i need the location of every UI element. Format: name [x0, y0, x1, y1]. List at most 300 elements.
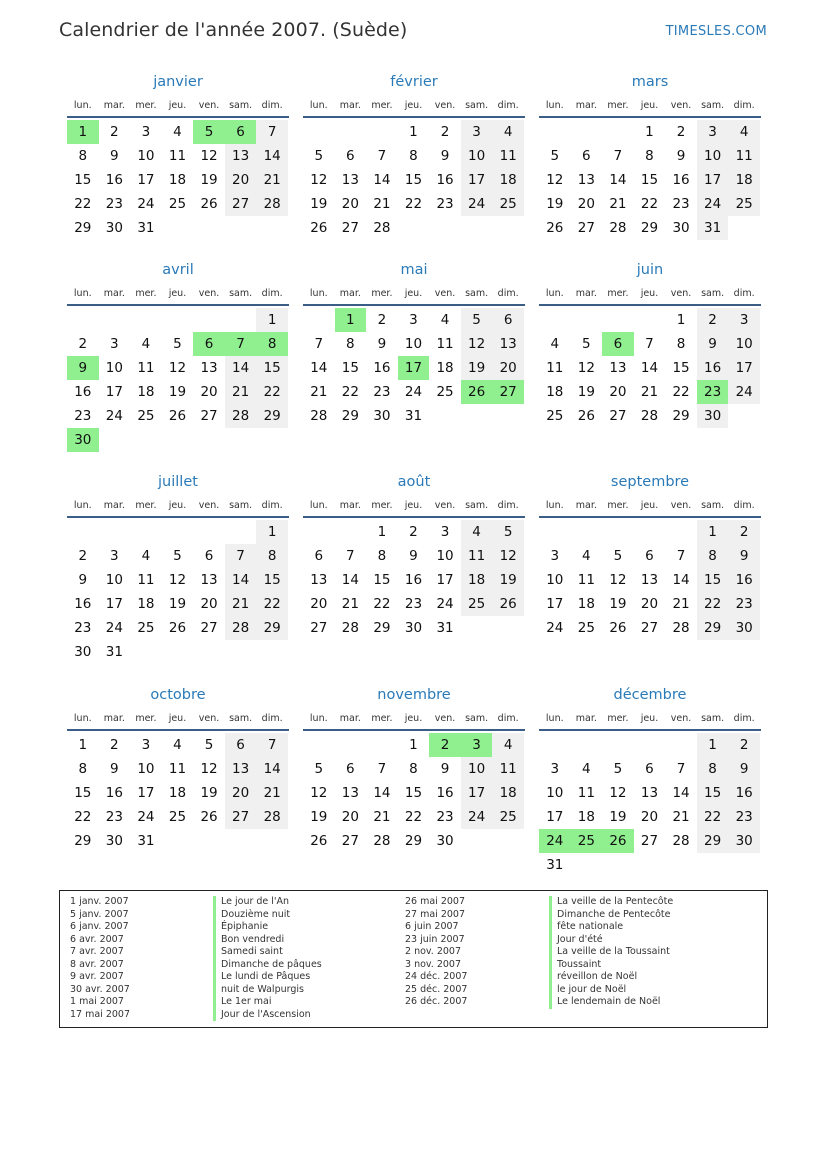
weekday-label: sam. — [465, 500, 489, 511]
weekday-label: jeu. — [168, 713, 187, 724]
weekday-label: dim. — [733, 500, 755, 511]
day-cell: 11 — [461, 544, 493, 568]
day-cell: 6 — [314, 548, 324, 564]
day-cell: 12 — [609, 572, 627, 588]
day-cell: 17 — [137, 172, 155, 188]
empty-cell — [602, 733, 634, 757]
day-cell: 24 — [436, 596, 454, 612]
weekday-label: dim. — [261, 288, 283, 299]
day-cell: 15 — [404, 172, 423, 188]
day-cell: 13 — [200, 572, 218, 588]
day-cell: 1 — [256, 308, 288, 332]
weekday-label: lun. — [545, 500, 564, 511]
day-cell: 6 — [346, 761, 355, 777]
weekday-header — [539, 494, 761, 518]
day-cell: 17 — [105, 596, 123, 612]
day-cell: 6 — [204, 548, 214, 564]
day-cell: 12 — [492, 544, 524, 568]
day-cell: 18 — [137, 384, 155, 400]
day-cell: 25 — [577, 620, 595, 636]
legend-entry: Jour d'été — [549, 934, 673, 947]
day-cell: 8 — [409, 148, 418, 164]
weekday-label: jeu. — [168, 288, 187, 299]
day-cell: 22 — [697, 805, 729, 829]
day-cell: 26 — [577, 408, 595, 424]
day-cell: 28 — [373, 220, 391, 236]
day-cell: 22 — [373, 596, 391, 612]
day-cell: 15 — [697, 568, 729, 592]
weekday-header — [303, 707, 525, 731]
day-cell: 5 — [550, 148, 560, 164]
day-cell: 16 — [373, 360, 391, 376]
day-cell: 10 — [105, 360, 123, 376]
day-cell: 9 — [728, 544, 760, 568]
weekday-label: mer. — [607, 288, 629, 299]
day-cell: 2 — [78, 336, 88, 352]
day-cell: 4 — [728, 120, 760, 144]
weekday-label: mer. — [135, 100, 157, 111]
day-cell: 2 — [377, 312, 387, 328]
weekday-label: mar. — [103, 100, 125, 111]
day-cell: 19 — [200, 785, 218, 801]
day-cell: 27 — [310, 620, 328, 636]
day-cell: 25 — [461, 592, 493, 616]
weekday-label: ven. — [434, 100, 456, 111]
day-cell: 22 — [672, 384, 690, 400]
day-cell: 2 — [78, 548, 88, 564]
day-cell: 4 — [461, 520, 493, 544]
day-cell: 25 — [571, 829, 603, 853]
day-cell: 18 — [546, 384, 564, 400]
weekday-label: jeu. — [404, 100, 423, 111]
day-cell: 25 — [137, 408, 155, 424]
day-grid — [539, 520, 760, 640]
day-cell: 26 — [609, 620, 627, 636]
day-cell: 5 — [613, 548, 623, 564]
weekday-label: sam. — [465, 100, 489, 111]
weekday-header — [67, 494, 289, 518]
brand-link[interactable]: TIMESLES.COM — [665, 24, 767, 39]
month-name: janvier — [153, 74, 203, 90]
day-cell: 30 — [697, 404, 729, 428]
weekday-label: jeu. — [404, 500, 423, 511]
day-cell: 19 — [168, 596, 187, 612]
day-cell: 13 — [200, 360, 218, 376]
day-cell: 25 — [492, 192, 524, 216]
weekday-label: lun. — [309, 100, 328, 111]
day-cell: 14 — [672, 572, 690, 588]
day-cell: 8 — [676, 336, 686, 352]
day-cell: 13 — [577, 172, 595, 188]
day-cell: 19 — [200, 172, 218, 188]
day-cell: 12 — [168, 360, 187, 376]
weekday-label: mer. — [371, 100, 393, 111]
weekday-label: dim. — [497, 288, 519, 299]
weekday-label: lun. — [545, 288, 564, 299]
day-cell: 20 — [492, 356, 524, 380]
day-grid — [539, 733, 760, 877]
day-cell: 28 — [672, 833, 690, 849]
day-cell: 27 — [609, 408, 627, 424]
day-cell: 19 — [546, 196, 564, 212]
day-cell: 2 — [697, 308, 729, 332]
day-cell: 13 — [640, 785, 659, 801]
day-cell: 12 — [577, 360, 595, 376]
legend-names-col2 — [549, 896, 673, 1009]
day-cell: 18 — [461, 568, 493, 592]
empty-cell — [99, 520, 131, 544]
day-grid — [67, 733, 288, 853]
day-cell: 28 — [609, 220, 627, 236]
day-cell: 18 — [577, 596, 595, 612]
day-cell: 2 — [429, 733, 461, 757]
weekday-label: lun. — [309, 500, 328, 511]
empty-cell — [539, 308, 571, 332]
day-cell: 26 — [602, 829, 634, 853]
weekday-label: mer. — [371, 288, 393, 299]
legend-entry: fête nationale — [549, 921, 673, 934]
day-cell: 22 — [404, 809, 423, 825]
day-cell: 7 — [225, 544, 257, 568]
weekday-label: jeu. — [640, 500, 659, 511]
day-cell: 28 — [373, 833, 391, 849]
day-cell: 1 — [409, 124, 418, 140]
day-cell: 5 — [461, 308, 493, 332]
day-cell: 6 — [346, 148, 355, 164]
day-cell: 17 — [398, 356, 430, 380]
day-cell: 8 — [256, 544, 288, 568]
day-cell: 1 — [67, 120, 99, 144]
day-cell: 14 — [373, 785, 391, 801]
day-cell: 22 — [74, 809, 92, 825]
day-cell: 13 — [341, 785, 359, 801]
day-cell: 15 — [697, 781, 729, 805]
day-cell: 19 — [168, 384, 187, 400]
day-cell: 19 — [310, 196, 328, 212]
day-cell: 8 — [78, 148, 88, 164]
day-cell: 7 — [225, 332, 257, 356]
day-cell: 12 — [168, 572, 187, 588]
day-cell: 3 — [110, 548, 119, 564]
day-cell: 5 — [582, 336, 591, 352]
day-cell: 13 — [225, 144, 257, 168]
day-cell: 16 — [728, 568, 760, 592]
day-cell: 1 — [645, 124, 654, 140]
day-cell: 4 — [141, 336, 151, 352]
legend-entry: 2 nov. 2007 — [405, 946, 461, 957]
day-cell: 18 — [492, 168, 524, 192]
weekday-label: dim. — [497, 713, 519, 724]
day-grid — [303, 120, 524, 240]
weekday-label: mar. — [575, 500, 597, 511]
day-cell: 1 — [409, 737, 418, 753]
day-cell: 27 — [577, 220, 595, 236]
month-décembre — [539, 683, 761, 877]
day-cell: 3 — [461, 733, 493, 757]
day-cell: 9 — [78, 572, 88, 588]
legend-entry: 3 nov. 2007 — [405, 958, 461, 970]
weekday-header — [303, 282, 525, 306]
day-cell: 31 — [137, 833, 155, 849]
day-cell: 11 — [168, 148, 187, 164]
weekday-label: mar. — [575, 288, 597, 299]
day-cell: 5 — [613, 761, 623, 777]
legend-entry: 6 juin 2007 — [405, 921, 459, 932]
day-cell: 1 — [697, 733, 729, 757]
day-cell: 17 — [728, 356, 760, 380]
day-cell: 22 — [697, 592, 729, 616]
weekday-label: lun. — [73, 100, 92, 111]
day-cell: 6 — [645, 548, 654, 564]
day-cell: 9 — [676, 148, 686, 164]
day-cell: 28 — [341, 620, 359, 636]
day-cell: 2 — [110, 124, 119, 140]
day-cell: 4 — [173, 737, 182, 753]
weekday-label: mer. — [607, 713, 629, 724]
day-cell: 7 — [676, 761, 686, 777]
day-cell: 4 — [550, 336, 560, 352]
legend-entry: 24 déc. 2007 — [405, 971, 468, 982]
day-cell: 4 — [492, 120, 524, 144]
day-cell: 2 — [440, 124, 450, 140]
day-cell: 7 — [346, 548, 355, 564]
weekday-label: mar. — [575, 100, 597, 111]
legend-entry: réveillon de Noël — [549, 971, 673, 984]
empty-cell — [571, 520, 603, 544]
day-cell: 5 — [314, 761, 324, 777]
legend-entry: 6 avr. 2007 — [70, 933, 124, 945]
day-cell: 9 — [110, 148, 119, 164]
day-cell: 18 — [168, 172, 187, 188]
day-cell: 7 — [613, 148, 623, 164]
day-cell: 21 — [310, 384, 328, 400]
empty-cell — [303, 120, 335, 144]
legend-entry: 1 mai 2007 — [70, 996, 124, 1007]
legend-entry: Le lendemain de Noël — [549, 996, 673, 1009]
day-cell: 28 — [256, 192, 288, 216]
day-grid — [303, 520, 524, 640]
day-cell: 4 — [492, 733, 524, 757]
day-cell: 23 — [105, 196, 123, 212]
day-cell: 25 — [168, 809, 187, 825]
weekday-label: sam. — [701, 713, 725, 724]
day-cell: 20 — [609, 384, 627, 400]
empty-cell — [665, 520, 697, 544]
day-cell: 9 — [110, 761, 119, 777]
day-cell: 6 — [492, 308, 524, 332]
day-cell: 13 — [310, 572, 328, 588]
day-cell: 17 — [697, 168, 729, 192]
day-cell: 28 — [256, 805, 288, 829]
weekday-header — [539, 94, 761, 118]
day-cell: 11 — [492, 757, 524, 781]
day-cell: 29 — [256, 616, 288, 640]
day-cell: 25 — [728, 192, 760, 216]
weekday-label: mer. — [607, 100, 629, 111]
weekday-label: mar. — [575, 713, 597, 724]
day-cell: 21 — [256, 781, 288, 805]
day-cell: 16 — [436, 172, 454, 188]
day-cell: 20 — [341, 809, 359, 825]
legend-entry: le jour de Noël — [549, 984, 673, 997]
weekday-label: ven. — [434, 500, 456, 511]
weekday-label: dim. — [261, 100, 283, 111]
day-cell: 26 — [461, 380, 493, 404]
day-cell: 5 — [204, 737, 214, 753]
empty-cell — [665, 733, 697, 757]
day-cell: 5 — [492, 520, 524, 544]
month-name: février — [390, 74, 438, 90]
month-septembre — [539, 470, 761, 640]
month-name: mars — [631, 74, 669, 90]
day-cell: 26 — [168, 620, 187, 636]
day-cell: 31 — [436, 620, 454, 636]
day-cell: 24 — [728, 380, 760, 404]
day-cell: 17 — [546, 809, 564, 825]
day-cell: 25 — [168, 196, 187, 212]
weekday-label: mar. — [103, 713, 125, 724]
day-cell: 23 — [672, 196, 690, 212]
day-cell: 12 — [200, 148, 218, 164]
day-cell: 10 — [697, 144, 729, 168]
day-cell: 18 — [436, 360, 454, 376]
empty-cell — [634, 308, 666, 332]
weekday-label: lun. — [309, 288, 328, 299]
day-cell: 3 — [728, 308, 760, 332]
day-cell: 13 — [492, 332, 524, 356]
weekday-label: lun. — [73, 500, 92, 511]
legend-entry: 5 janv. 2007 — [70, 908, 129, 920]
day-cell: 2 — [110, 737, 119, 753]
day-cell: 14 — [256, 757, 288, 781]
day-cell: 17 — [461, 168, 493, 192]
day-cell: 13 — [640, 572, 659, 588]
weekday-label: ven. — [198, 100, 220, 111]
month-name: août — [397, 474, 431, 490]
day-cell: 31 — [546, 857, 564, 873]
day-cell: 26 — [310, 833, 328, 849]
day-cell: 23 — [74, 408, 92, 424]
day-cell: 16 — [672, 172, 690, 188]
empty-cell — [335, 520, 367, 544]
day-cell: 20 — [640, 809, 659, 825]
day-cell: 10 — [436, 548, 454, 564]
day-cell: 7 — [256, 120, 288, 144]
day-cell: 11 — [728, 144, 760, 168]
weekday-label: jeu. — [404, 288, 423, 299]
month-name: mai — [400, 262, 428, 278]
day-cell: 30 — [728, 829, 760, 853]
empty-cell — [602, 520, 634, 544]
legend-entry: 6 janv. 2007 — [70, 921, 129, 932]
day-cell: 29 — [640, 220, 659, 236]
day-cell: 30 — [672, 220, 690, 236]
legend-entry: La veille de la Toussaint — [549, 946, 673, 959]
day-cell: 15 — [341, 360, 359, 376]
day-grid — [67, 120, 288, 240]
day-cell: 14 — [225, 568, 257, 592]
day-cell: 11 — [577, 572, 595, 588]
day-cell: 19 — [492, 568, 524, 592]
day-cell: 11 — [436, 336, 454, 352]
day-cell: 3 — [550, 548, 560, 564]
day-cell: 4 — [582, 761, 591, 777]
day-cell: 20 — [640, 596, 659, 612]
legend-entry: 7 avr. 2007 — [70, 946, 124, 957]
empty-cell — [130, 308, 162, 332]
weekday-label: sam. — [229, 288, 253, 299]
weekday-label: mar. — [103, 500, 125, 511]
day-cell: 17 — [461, 781, 493, 805]
weekday-label: dim. — [733, 100, 755, 111]
day-cell: 15 — [74, 172, 92, 188]
day-cell: 26 — [200, 809, 218, 825]
empty-cell — [99, 308, 131, 332]
day-cell: 10 — [546, 572, 564, 588]
day-cell: 1 — [335, 308, 367, 332]
day-cell: 31 — [404, 408, 423, 424]
weekday-label: ven. — [670, 100, 692, 111]
day-cell: 3 — [141, 737, 151, 753]
empty-cell — [571, 308, 603, 332]
day-cell: 6 — [193, 332, 225, 356]
legend-entry: Dimanche de pâques — [213, 959, 322, 972]
month-novembre — [303, 683, 525, 853]
day-cell: 16 — [105, 785, 123, 801]
day-cell: 26 — [168, 408, 187, 424]
day-cell: 1 — [78, 737, 88, 753]
empty-cell — [571, 120, 603, 144]
weekday-label: lun. — [73, 713, 92, 724]
day-grid — [303, 308, 524, 428]
weekday-label: mer. — [371, 713, 393, 724]
legend-entry: Samedi saint — [213, 946, 322, 959]
weekday-label: ven. — [670, 288, 692, 299]
day-cell: 28 — [672, 620, 690, 636]
day-cell: 29 — [404, 833, 423, 849]
day-cell: 18 — [577, 809, 595, 825]
day-cell: 17 — [546, 596, 564, 612]
day-cell: 6 — [582, 148, 591, 164]
day-cell: 26 — [492, 592, 524, 616]
day-cell: 29 — [697, 829, 729, 853]
day-cell: 4 — [141, 548, 151, 564]
day-cell: 24 — [461, 805, 493, 829]
empty-cell — [335, 120, 367, 144]
weekday-label: ven. — [670, 500, 692, 511]
day-cell: 22 — [256, 592, 288, 616]
weekday-label: sam. — [465, 713, 489, 724]
legend-entry: 23 juin 2007 — [405, 933, 465, 945]
weekday-header — [67, 282, 289, 306]
day-cell: 12 — [461, 332, 493, 356]
month-juin — [539, 258, 761, 428]
day-cell: 22 — [341, 384, 359, 400]
legend-entry: Douzième nuit — [213, 909, 322, 922]
day-cell: 3 — [110, 336, 119, 352]
weekday-header — [303, 494, 525, 518]
day-cell: 5 — [173, 336, 182, 352]
month-name: octobre — [150, 687, 206, 703]
month-name: juin — [636, 262, 664, 278]
day-cell: 17 — [436, 572, 454, 588]
day-cell: 24 — [404, 384, 423, 400]
day-cell: 13 — [225, 757, 257, 781]
weekday-label: jeu. — [640, 288, 659, 299]
day-cell: 8 — [645, 148, 654, 164]
day-cell: 21 — [672, 596, 690, 612]
weekday-label: mar. — [339, 100, 361, 111]
